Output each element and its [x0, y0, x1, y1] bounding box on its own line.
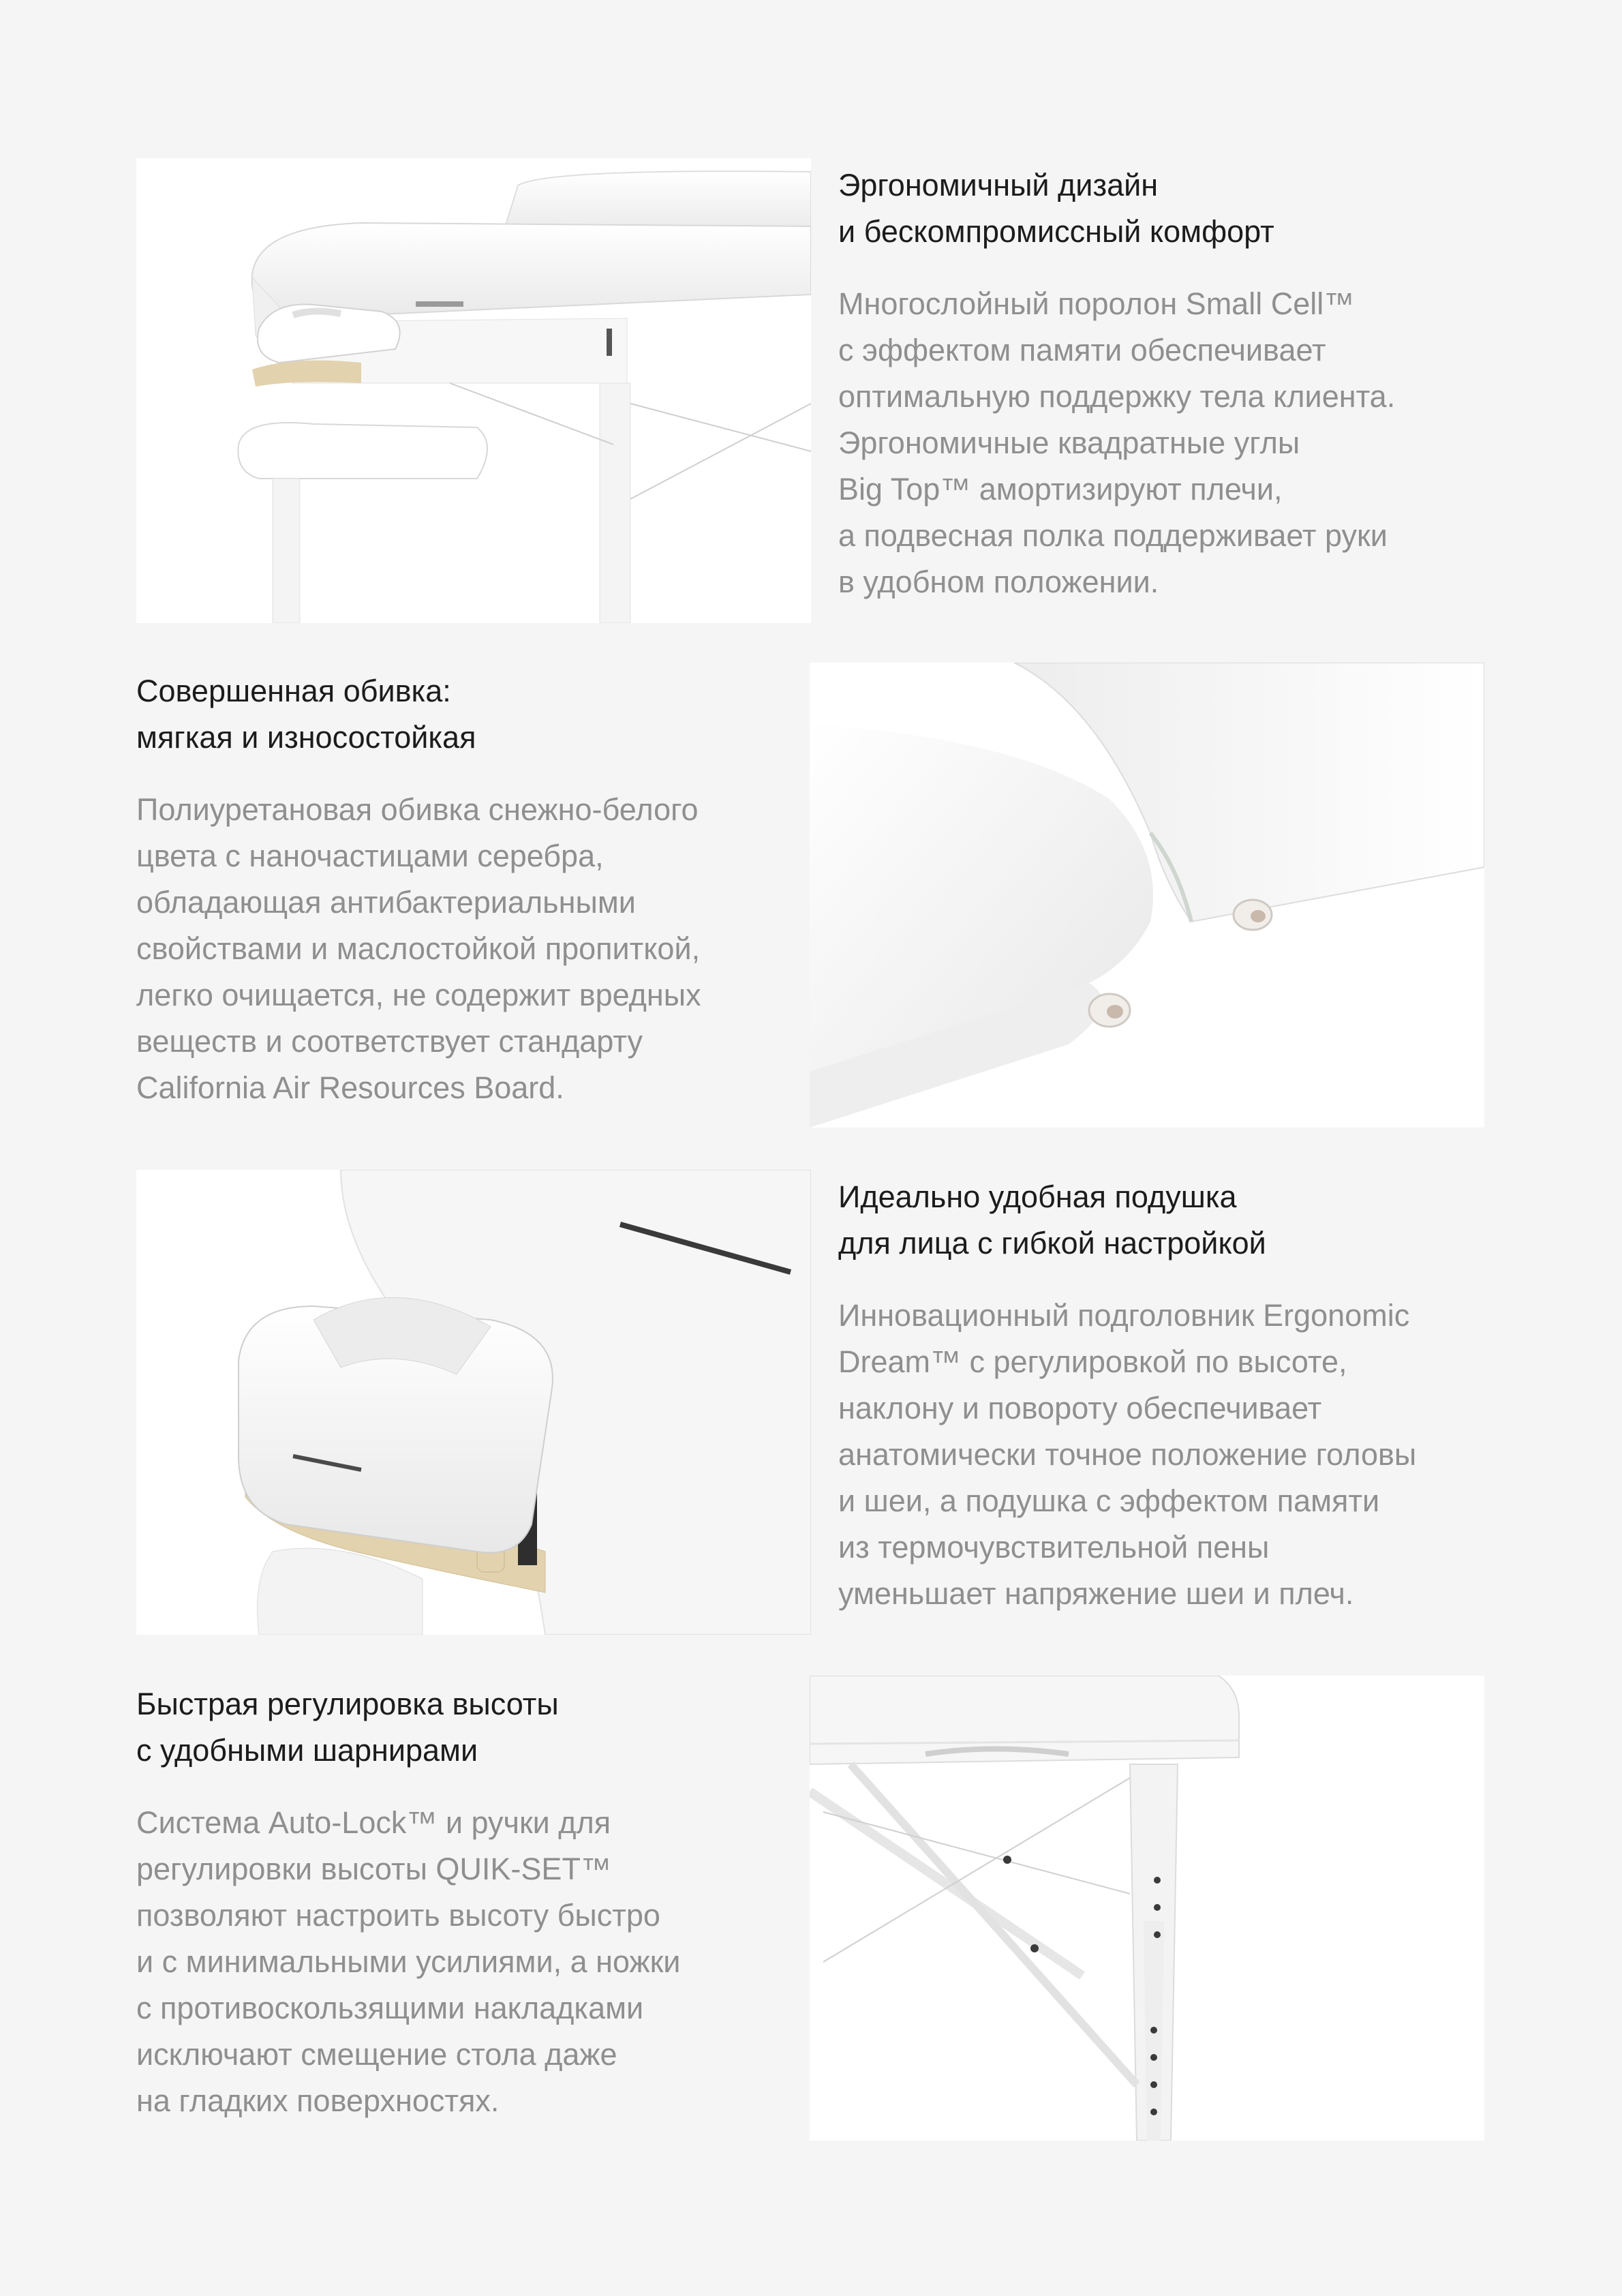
feature-heading [136, 1681, 818, 1774]
face-cradle-photo [136, 1170, 811, 1635]
feature-description [838, 281, 1520, 605]
table-legs-photo [810, 1676, 1484, 2141]
description-line: уменьшает напряжение шеи и плеч. [838, 1576, 1354, 1611]
heading-line: Идеально удобная подушка [838, 1179, 1237, 1214]
feature-description [136, 787, 818, 1111]
description-line: Инновационный подголовник Ergonomic [838, 1298, 1410, 1333]
description-line: California Air Resources Board. [136, 1070, 564, 1105]
heading-line: Эргономичный дизайн [838, 168, 1159, 202]
description-line: исключают смещение стола даже [136, 2037, 617, 2072]
description-line: свойствами и маслостойкой пропиткой, [136, 931, 701, 966]
description-line: Dream™ с регулировкой по высоте, [838, 1344, 1347, 1379]
feature-ergonomic-design [838, 162, 1520, 605]
description-line: на гладких поверхностях. [136, 2083, 500, 2118]
description-line: наклону и повороту обеспечивает [838, 1391, 1322, 1425]
heading-line: Быстрая регулировка высоты [136, 1687, 559, 1721]
description-line: анатомически точное положение головы [838, 1437, 1417, 1472]
description-line: а подвесная полка поддерживает руки [838, 518, 1388, 553]
feature-height-adjustment [136, 1681, 818, 2124]
description-line: регулировки высоты QUIK-SET™ [136, 1852, 611, 1886]
description-line: легко очищается, не содержит вредных [136, 978, 701, 1012]
heading-line: для лица с гибкой настройкой [838, 1226, 1266, 1260]
description-line: из термочувствительной пены [838, 1530, 1270, 1565]
feature-face-cradle [838, 1174, 1520, 1617]
description-line: цвета с наночастицами серебра, [136, 839, 604, 873]
feature-description [838, 1293, 1520, 1617]
feature-description [136, 1800, 818, 2124]
heading-line: мягкая и износостойкая [136, 720, 476, 755]
description-line: оптимальную поддержку тела клиента. [838, 379, 1396, 414]
description-line: Система Auto-Lock™ и ручки для [136, 1805, 611, 1840]
description-line: в удобном положении. [838, 564, 1159, 599]
description-line: Многослойный поролон Small Cell™ [838, 286, 1355, 321]
description-line: Полиуретановая обивка снежно-белого [136, 792, 699, 827]
description-line: обладающая антибактериальными [136, 885, 636, 920]
upholstery-closeup-photo [810, 663, 1484, 1128]
description-line: и шеи, а подушка с эффектом памяти [838, 1483, 1380, 1518]
description-line: позволяют настроить высоту быстро [136, 1898, 660, 1933]
description-line: веществ и соответствует стандарту [136, 1024, 643, 1059]
feature-heading [838, 162, 1520, 255]
description-line: Big Top™ амортизируют плечи, [838, 472, 1283, 507]
feature-heading [136, 668, 818, 761]
feature-upholstery [136, 668, 818, 1111]
description-line: с эффектом памяти обеспечивает [838, 333, 1326, 367]
feature-heading [838, 1174, 1520, 1267]
description-line: Эргономичные квадратные углы [838, 425, 1300, 460]
description-line: с противоскользящими накладками [136, 1991, 644, 2025]
massage-table-overview-photo [136, 158, 811, 623]
description-line: и с минимальными усилиями, а ножки [136, 1944, 681, 1979]
heading-line: Совершенная обивка: [136, 674, 451, 708]
heading-line: и бескомпромиссный комфорт [838, 214, 1274, 249]
heading-line: с удобными шарнирами [136, 1733, 478, 1768]
